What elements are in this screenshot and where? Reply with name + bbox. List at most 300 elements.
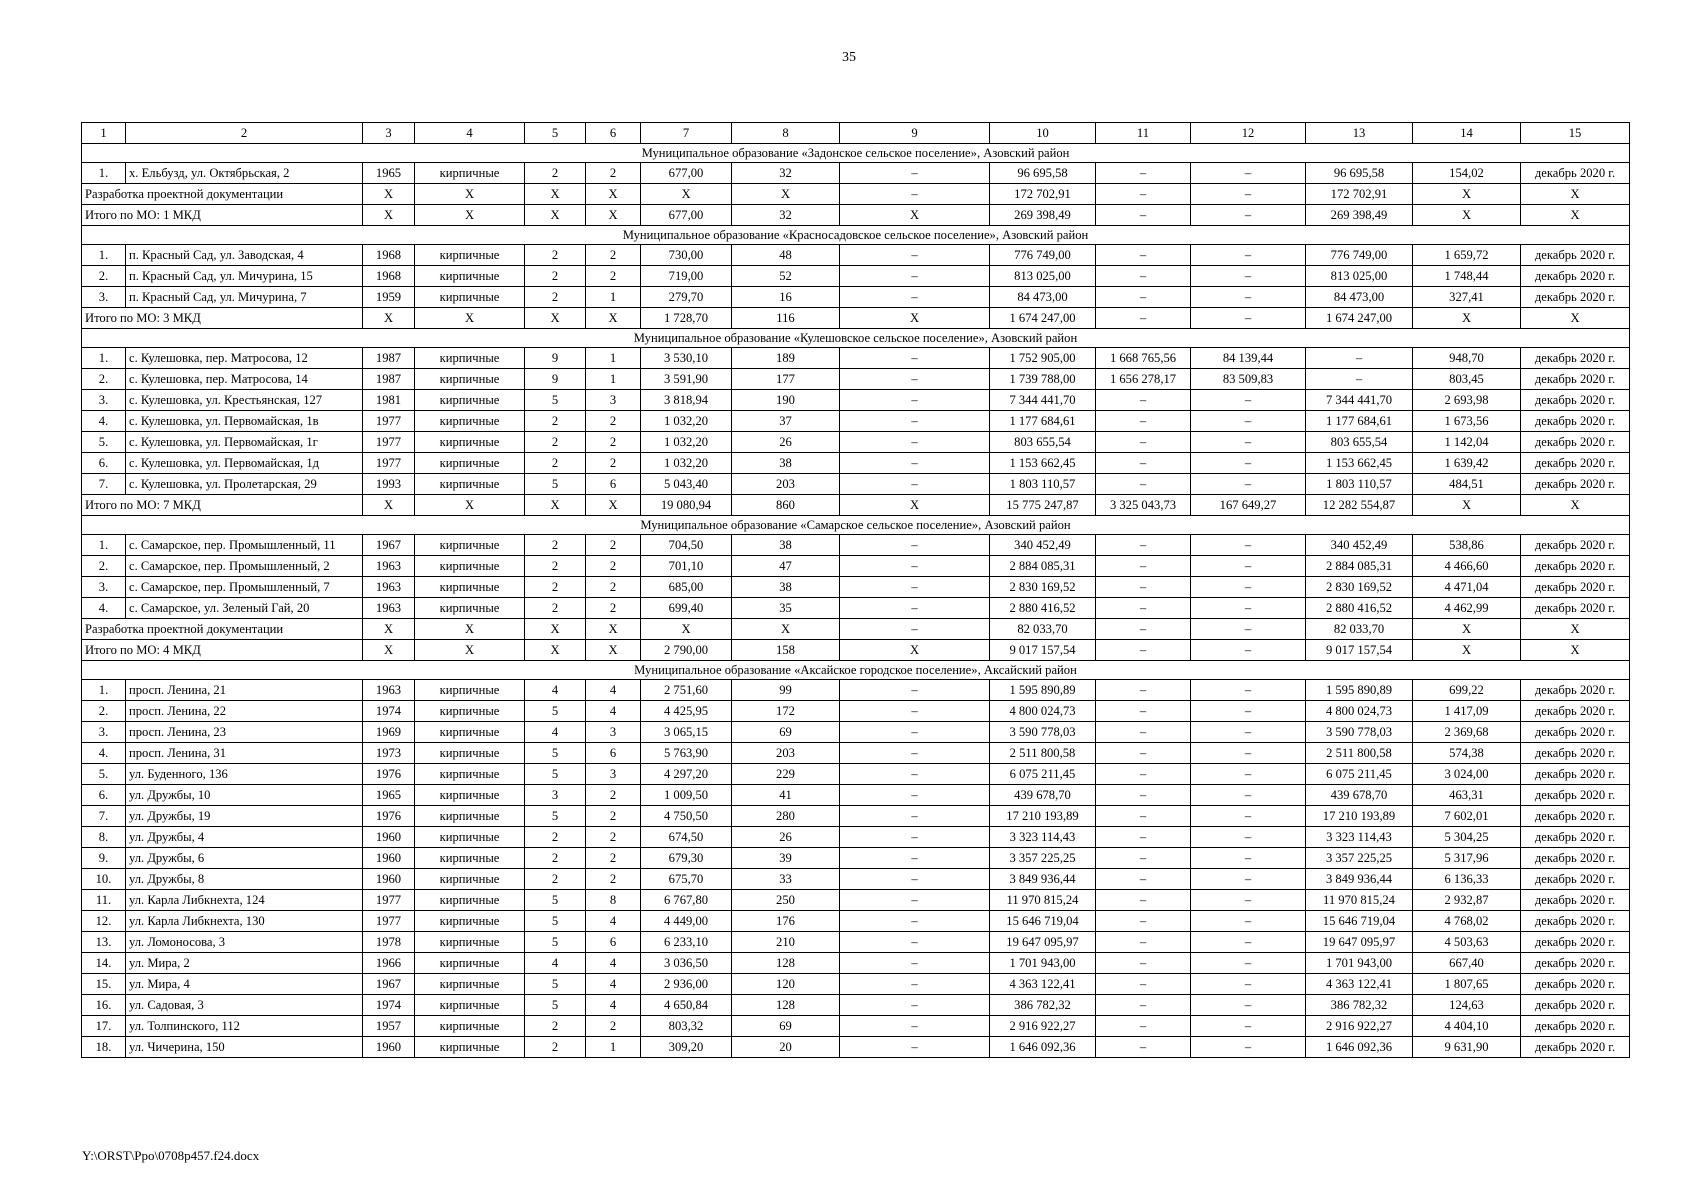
table-cell: 6.: [82, 785, 126, 806]
table-cell: 699,40: [641, 598, 732, 619]
table-cell: 1 153 662,45: [990, 453, 1096, 474]
table-cell: –: [840, 266, 990, 287]
table-cell: 2 751,60: [641, 680, 732, 701]
table-cell: кирпичные: [415, 785, 525, 806]
table-cell: –: [840, 722, 990, 743]
table-cell: 3.: [82, 722, 126, 743]
table-cell: кирпичные: [415, 743, 525, 764]
table-cell: 4 425,95: [641, 701, 732, 722]
table-cell: 26: [732, 827, 840, 848]
table-cell: 803,45: [1413, 369, 1521, 390]
table-cell: кирпичные: [415, 701, 525, 722]
table-cell: кирпичные: [415, 535, 525, 556]
table-cell: X: [415, 308, 525, 329]
table-cell: 1 752 905,00: [990, 348, 1096, 369]
table-cell: 1977: [363, 411, 415, 432]
table-cell: 2: [525, 1016, 586, 1037]
table-cell: 96 695,58: [1306, 163, 1413, 184]
table-cell: –: [1096, 184, 1191, 205]
table-cell: 3 818,94: [641, 390, 732, 411]
table-cell: X: [641, 619, 732, 640]
table-row: [82, 163, 1630, 184]
summary-label: Итого по МО: 1 МКД: [82, 205, 363, 226]
table-cell: X: [586, 184, 641, 205]
table-cell: 1967: [363, 974, 415, 995]
table-cell: 9: [525, 348, 586, 369]
table-row: [82, 869, 1630, 890]
table-cell: –: [1191, 163, 1306, 184]
address-cell: ул. Дружбы, 19: [126, 806, 363, 827]
table-cell: 2: [525, 827, 586, 848]
table-row: [82, 911, 1630, 932]
table-cell: 2 369,68: [1413, 722, 1521, 743]
address-cell: ул. Карла Либкнехта, 124: [126, 890, 363, 911]
table-cell: X: [363, 308, 415, 329]
table-cell: 674,50: [641, 827, 732, 848]
table-cell: –: [840, 806, 990, 827]
table-cell: –: [1191, 764, 1306, 785]
table-cell: X: [586, 640, 641, 661]
table-cell: декабрь 2020 г.: [1521, 764, 1630, 785]
table-cell: 12 282 554,87: [1306, 495, 1413, 516]
table-cell: 701,10: [641, 556, 732, 577]
address-cell: ул. Мира, 4: [126, 974, 363, 995]
table-cell: 1 803 110,57: [1306, 474, 1413, 495]
table-row: [82, 953, 1630, 974]
table-cell: 1 417,09: [1413, 701, 1521, 722]
table-cell: –: [1191, 1016, 1306, 1037]
table-cell: 2: [525, 453, 586, 474]
table-cell: кирпичные: [415, 995, 525, 1016]
table-cell: 6 075 211,45: [990, 764, 1096, 785]
table-cell: 20: [732, 1037, 840, 1058]
table-cell: 3: [586, 764, 641, 785]
address-cell: с. Кулешовка, ул. Первомайская, 1д: [126, 453, 363, 474]
table-cell: 803,32: [641, 1016, 732, 1037]
table-cell: 84 473,00: [1306, 287, 1413, 308]
table-cell: –: [840, 764, 990, 785]
table-cell: 2.: [82, 369, 126, 390]
table-cell: 2: [586, 806, 641, 827]
table-cell: –: [1096, 890, 1191, 911]
table-cell: 6.: [82, 453, 126, 474]
table-cell: –: [1096, 556, 1191, 577]
table-cell: декабрь 2020 г.: [1521, 348, 1630, 369]
table-cell: –: [1096, 743, 1191, 764]
summary-label: Итого по МО: 7 МКД: [82, 495, 363, 516]
table-cell: –: [1096, 308, 1191, 329]
table-cell: 1960: [363, 1037, 415, 1058]
column-number: 5: [525, 123, 586, 144]
table-cell: 4: [525, 680, 586, 701]
table-cell: кирпичные: [415, 474, 525, 495]
address-cell: х. Ельбузд, ул. Октябрьская, 2: [126, 163, 363, 184]
table-row: [82, 535, 1630, 556]
address-cell: с. Кулешовка, пер. Матросова, 12: [126, 348, 363, 369]
table-cell: X: [415, 205, 525, 226]
table-cell: кирпичные: [415, 1037, 525, 1058]
table-cell: 41: [732, 785, 840, 806]
table-cell: 4 471,04: [1413, 577, 1521, 598]
address-cell: ул. Садовая, 3: [126, 995, 363, 1016]
table-cell: 1959: [363, 287, 415, 308]
table-cell: –: [840, 184, 990, 205]
table-cell: декабрь 2020 г.: [1521, 743, 1630, 764]
table-cell: –: [840, 390, 990, 411]
table-cell: 5: [525, 701, 586, 722]
table-cell: 386 782,32: [1306, 995, 1413, 1016]
table-cell: 11 970 815,24: [1306, 890, 1413, 911]
table-cell: –: [840, 348, 990, 369]
table-cell: кирпичные: [415, 848, 525, 869]
table-cell: 17.: [82, 1016, 126, 1037]
table-cell: –: [1191, 1037, 1306, 1058]
table-cell: –: [1191, 619, 1306, 640]
summary-label: Итого по МО: 3 МКД: [82, 308, 363, 329]
table-row: [82, 995, 1630, 1016]
summary-row: [82, 184, 1630, 205]
address-cell: просп. Ленина, 23: [126, 722, 363, 743]
table-cell: –: [1191, 287, 1306, 308]
table-cell: декабрь 2020 г.: [1521, 432, 1630, 453]
table-cell: 9 631,90: [1413, 1037, 1521, 1058]
table-cell: 439 678,70: [1306, 785, 1413, 806]
table-cell: 1974: [363, 701, 415, 722]
table-cell: X: [525, 640, 586, 661]
table-cell: кирпичные: [415, 390, 525, 411]
table-cell: 1 748,44: [1413, 266, 1521, 287]
table-cell: 38: [732, 535, 840, 556]
table-cell: 177: [732, 369, 840, 390]
table-cell: –: [840, 432, 990, 453]
table-cell: 677,00: [641, 205, 732, 226]
table-cell: 1966: [363, 953, 415, 974]
table-cell: X: [1521, 308, 1630, 329]
table-cell: 6 075 211,45: [1306, 764, 1413, 785]
table-cell: 4 768,02: [1413, 911, 1521, 932]
table-cell: –: [1191, 722, 1306, 743]
table-cell: X: [363, 640, 415, 661]
table-cell: –: [1096, 911, 1191, 932]
table-cell: 2: [525, 598, 586, 619]
table-cell: 2: [525, 411, 586, 432]
table-cell: –: [1191, 205, 1306, 226]
table-cell: 4.: [82, 743, 126, 764]
table-cell: 719,00: [641, 266, 732, 287]
table-cell: –: [1096, 722, 1191, 743]
table-cell: 2.: [82, 701, 126, 722]
table-cell: кирпичные: [415, 348, 525, 369]
table-cell: 4 650,84: [641, 995, 732, 1016]
table-cell: кирпичные: [415, 577, 525, 598]
table-row: [82, 701, 1630, 722]
address-cell: просп. Ленина, 22: [126, 701, 363, 722]
table-row: [82, 974, 1630, 995]
table-cell: –: [840, 1016, 990, 1037]
address-cell: ул. Дружбы, 8: [126, 869, 363, 890]
table-cell: 17 210 193,89: [1306, 806, 1413, 827]
table-cell: X: [1413, 619, 1521, 640]
table-cell: 190: [732, 390, 840, 411]
table-cell: –: [1306, 369, 1413, 390]
column-number: 1: [82, 123, 126, 144]
table-cell: –: [1096, 640, 1191, 661]
table-cell: кирпичные: [415, 764, 525, 785]
table-cell: 8: [586, 890, 641, 911]
table-row: [82, 932, 1630, 953]
table-cell: 340 452,49: [1306, 535, 1413, 556]
table-cell: 16: [732, 287, 840, 308]
table-cell: 776 749,00: [990, 245, 1096, 266]
table-cell: –: [1191, 474, 1306, 495]
address-cell: ул. Дружбы, 6: [126, 848, 363, 869]
table-cell: –: [1096, 245, 1191, 266]
table-cell: декабрь 2020 г.: [1521, 827, 1630, 848]
address-cell: с. Самарское, пер. Промышленный, 7: [126, 577, 363, 598]
address-cell: п. Красный Сад, ул. Мичурина, 7: [126, 287, 363, 308]
summary-label: Итого по МО: 4 МКД: [82, 640, 363, 661]
table-cell: –: [1191, 535, 1306, 556]
table-cell: 2: [586, 432, 641, 453]
table-cell: 1963: [363, 598, 415, 619]
table-cell: 4: [525, 722, 586, 743]
column-number: 14: [1413, 123, 1521, 144]
table-cell: 2.: [82, 266, 126, 287]
table-cell: 1 674 247,00: [990, 308, 1096, 329]
table-cell: 1 595 890,89: [990, 680, 1096, 701]
table-row: [82, 764, 1630, 785]
table-cell: –: [840, 474, 990, 495]
table-cell: 1976: [363, 764, 415, 785]
address-cell: ул. Ломоносова, 3: [126, 932, 363, 953]
table-cell: 6: [586, 743, 641, 764]
table-cell: 269 398,49: [1306, 205, 1413, 226]
table-cell: кирпичные: [415, 369, 525, 390]
table-cell: кирпичные: [415, 1016, 525, 1037]
table-cell: X: [840, 308, 990, 329]
table-cell: 5: [525, 474, 586, 495]
table-cell: –: [1191, 390, 1306, 411]
column-number: 7: [641, 123, 732, 144]
address-cell: с. Самарское, ул. Зеленый Гай, 20: [126, 598, 363, 619]
table-cell: –: [840, 680, 990, 701]
table-cell: 1968: [363, 245, 415, 266]
table-cell: 3.: [82, 287, 126, 308]
table-cell: 1.: [82, 535, 126, 556]
address-cell: ул. Буденного, 136: [126, 764, 363, 785]
column-number: 6: [586, 123, 641, 144]
table-cell: 1: [586, 369, 641, 390]
table-cell: 1 177 684,61: [1306, 411, 1413, 432]
table-cell: декабрь 2020 г.: [1521, 556, 1630, 577]
summary-row: [82, 495, 1630, 516]
table-cell: 3 591,90: [641, 369, 732, 390]
table-cell: 4 363 122,41: [990, 974, 1096, 995]
table-cell: 99: [732, 680, 840, 701]
table-cell: X: [1413, 495, 1521, 516]
table-cell: –: [840, 577, 990, 598]
table-cell: 229: [732, 764, 840, 785]
table-cell: 1 009,50: [641, 785, 732, 806]
table-cell: 15 775 247,87: [990, 495, 1096, 516]
table-cell: 5 763,90: [641, 743, 732, 764]
table-row: [82, 785, 1630, 806]
table-cell: 6: [586, 474, 641, 495]
table-cell: –: [1096, 411, 1191, 432]
table-row: [82, 806, 1630, 827]
address-cell: с. Кулешовка, пер. Матросова, 14: [126, 369, 363, 390]
table-cell: 2: [525, 287, 586, 308]
column-number: 13: [1306, 123, 1413, 144]
table-cell: 2 790,00: [641, 640, 732, 661]
table-cell: X: [415, 619, 525, 640]
table-cell: –: [1191, 184, 1306, 205]
table-cell: 11.: [82, 890, 126, 911]
table-cell: 1977: [363, 453, 415, 474]
table-cell: 1969: [363, 722, 415, 743]
table-cell: 38: [732, 453, 840, 474]
table-cell: 1.: [82, 245, 126, 266]
address-cell: с. Кулешовка, ул. Первомайская, 1г: [126, 432, 363, 453]
table-cell: 128: [732, 995, 840, 1016]
table-cell: 280: [732, 806, 840, 827]
table-cell: –: [1191, 995, 1306, 1016]
table-cell: 69: [732, 722, 840, 743]
table-row: [82, 598, 1630, 619]
table-cell: 4 503,63: [1413, 932, 1521, 953]
column-number: 8: [732, 123, 840, 144]
table-cell: 32: [732, 205, 840, 226]
table-cell: 1 177 684,61: [990, 411, 1096, 432]
table-cell: 1978: [363, 932, 415, 953]
table-cell: –: [840, 743, 990, 764]
table-cell: 7 344 441,70: [990, 390, 1096, 411]
table-cell: кирпичные: [415, 869, 525, 890]
address-cell: ул. Толпинского, 112: [126, 1016, 363, 1037]
column-number: 10: [990, 123, 1096, 144]
table-cell: 1 659,72: [1413, 245, 1521, 266]
table-cell: X: [363, 619, 415, 640]
table-cell: –: [1096, 598, 1191, 619]
table-cell: 2: [586, 411, 641, 432]
table-cell: 1960: [363, 848, 415, 869]
table-cell: 4 297,20: [641, 764, 732, 785]
table-cell: 4: [586, 995, 641, 1016]
table-cell: 154,02: [1413, 163, 1521, 184]
table-cell: 176: [732, 911, 840, 932]
table-body: [82, 123, 1630, 1058]
table-cell: 2: [586, 827, 641, 848]
table-cell: 8.: [82, 827, 126, 848]
table-cell: –: [1096, 474, 1191, 495]
table-cell: –: [840, 598, 990, 619]
table-cell: кирпичные: [415, 722, 525, 743]
table-cell: –: [840, 535, 990, 556]
table-cell: –: [1191, 556, 1306, 577]
address-cell: с. Кулешовка, ул. Первомайская, 1в: [126, 411, 363, 432]
table-cell: декабрь 2020 г.: [1521, 869, 1630, 890]
table-cell: 2: [586, 598, 641, 619]
table-cell: –: [1096, 827, 1191, 848]
table-row: [82, 680, 1630, 701]
table-cell: 2 916 922,27: [1306, 1016, 1413, 1037]
table-cell: 37: [732, 411, 840, 432]
address-cell: просп. Ленина, 21: [126, 680, 363, 701]
table-cell: 2 884 085,31: [990, 556, 1096, 577]
table-row: [82, 1016, 1630, 1037]
table-cell: 13.: [82, 932, 126, 953]
address-cell: ул. Мира, 2: [126, 953, 363, 974]
table-cell: кирпичные: [415, 806, 525, 827]
table-cell: 2: [586, 869, 641, 890]
table-cell: декабрь 2020 г.: [1521, 287, 1630, 308]
table-cell: 203: [732, 743, 840, 764]
table-cell: 4 363 122,41: [1306, 974, 1413, 995]
table-cell: 3 024,00: [1413, 764, 1521, 785]
address-cell: ул. Дружбы, 10: [126, 785, 363, 806]
table-cell: 4: [586, 701, 641, 722]
table-cell: X: [415, 640, 525, 661]
table-cell: 120: [732, 974, 840, 995]
table-cell: 3 849 936,44: [1306, 869, 1413, 890]
table-cell: –: [1096, 205, 1191, 226]
table-cell: –: [840, 701, 990, 722]
table-cell: 6 233,10: [641, 932, 732, 953]
table-cell: 84 139,44: [1191, 348, 1306, 369]
table-row: [82, 474, 1630, 495]
table-cell: 3 849 936,44: [990, 869, 1096, 890]
table-cell: 1 673,56: [1413, 411, 1521, 432]
table-cell: –: [1191, 806, 1306, 827]
table-cell: 9 017 157,54: [990, 640, 1096, 661]
table-cell: 5: [525, 806, 586, 827]
table-cell: 4.: [82, 411, 126, 432]
table-cell: –: [1096, 390, 1191, 411]
table-cell: 17 210 193,89: [990, 806, 1096, 827]
table-cell: декабрь 2020 г.: [1521, 995, 1630, 1016]
table-cell: X: [586, 619, 641, 640]
table-cell: 4 800 024,73: [1306, 701, 1413, 722]
table-cell: –: [1306, 348, 1413, 369]
table-cell: 14.: [82, 953, 126, 974]
table-cell: –: [840, 245, 990, 266]
table-cell: –: [1096, 680, 1191, 701]
table-cell: 2: [586, 577, 641, 598]
table-cell: X: [1521, 205, 1630, 226]
table-cell: 2 916 922,27: [990, 1016, 1096, 1037]
table-cell: X: [1521, 619, 1630, 640]
address-cell: с. Самарское, пер. Промышленный, 11: [126, 535, 363, 556]
table-cell: 685,00: [641, 577, 732, 598]
section-header-row: [82, 661, 1630, 680]
column-number: 2: [126, 123, 363, 144]
address-cell: ул. Дружбы, 4: [126, 827, 363, 848]
table-cell: кирпичные: [415, 163, 525, 184]
table-cell: 538,86: [1413, 535, 1521, 556]
table-cell: декабрь 2020 г.: [1521, 245, 1630, 266]
table-row: [82, 245, 1630, 266]
table-cell: X: [525, 308, 586, 329]
table-cell: –: [1191, 785, 1306, 806]
table-cell: 948,70: [1413, 348, 1521, 369]
table-cell: 1 807,65: [1413, 974, 1521, 995]
table-cell: декабрь 2020 г.: [1521, 953, 1630, 974]
table-cell: 1960: [363, 869, 415, 890]
table-cell: 116: [732, 308, 840, 329]
section-header-row: [82, 226, 1630, 245]
table-cell: –: [840, 1037, 990, 1058]
table-cell: 15 646 719,04: [1306, 911, 1413, 932]
